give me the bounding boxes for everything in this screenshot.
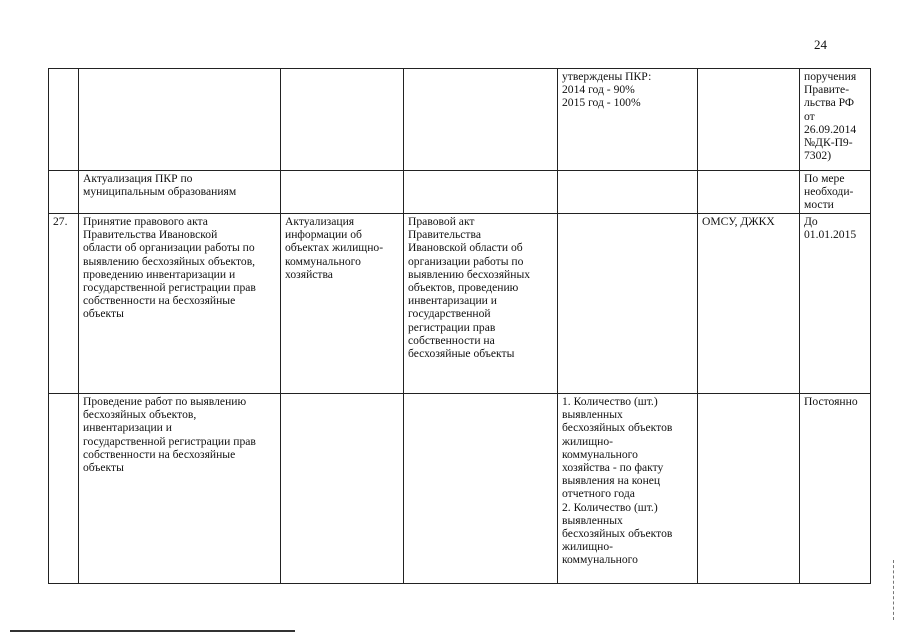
table-row (49, 214, 871, 394)
description-cell (281, 394, 404, 584)
scan-artifact-line (10, 630, 295, 632)
description-cell (281, 171, 404, 214)
event-cell: Принятие правового акта Правительства Ивановской области об организации работы по выявлению бесхозяйных объектов, проведению инвентаризации и государственной регистрации прав собственности на бесхозяйные объекты (79, 214, 281, 394)
indicator-cell: 1. Количество (шт.) выявленных бесхозяйных объектов жилищно- коммунального хозяйства - по факту выявления на конец отчетного года 2. Количество (шт.) выявленных бесхозяйных объектов жилищно- коммунального (558, 394, 698, 584)
deadline-cell: поручения Правите- льства РФ от 26.09.2014 №ДК-П9- 7302) (800, 69, 871, 171)
event-cell: Актуализация ПКР по муниципальным образованиям (79, 171, 281, 214)
result-cell (404, 69, 558, 171)
event-cell: Проведение работ по выявлению бесхозяйных объектов, инвентаризации и государственной регистрации прав собственности на бесхозяйные объекты (79, 394, 281, 584)
executor-cell (698, 69, 800, 171)
result-cell (404, 394, 558, 584)
row-number: 27. (49, 214, 79, 394)
deadline-cell: По мере необходи- мости (800, 171, 871, 214)
indicator-cell (558, 171, 698, 214)
description-cell: Актуализация информации об объектах жилищно- коммунального хозяйства (281, 214, 404, 394)
description-cell (281, 69, 404, 171)
indicator-cell (558, 214, 698, 394)
result-cell: Правовой акт Правительства Ивановской области об организации работы по выявлению бесхозяйных объектов, проведению инвентаризации и государственной регистрации прав собственности на бесхозяйные объекты (404, 214, 558, 394)
document-table (48, 68, 871, 584)
table-row (49, 394, 871, 584)
executor-cell (698, 394, 800, 584)
result-cell (404, 171, 558, 214)
table-row (49, 171, 871, 214)
row-number (49, 394, 79, 584)
table-row (49, 69, 871, 171)
indicator-cell: утверждены ПКР: 2014 год - 90% 2015 год - 100% (558, 69, 698, 171)
row-number (49, 171, 79, 214)
executor-cell (698, 171, 800, 214)
executor-cell: ОМСУ, ДЖКХ (698, 214, 800, 394)
page-number: 24 (814, 37, 827, 52)
row-number (49, 69, 79, 171)
deadline-cell: До 01.01.2015 (800, 214, 871, 394)
event-cell (79, 69, 281, 171)
scan-artifact-marks (893, 560, 896, 620)
deadline-cell: Постоянно (800, 394, 871, 584)
